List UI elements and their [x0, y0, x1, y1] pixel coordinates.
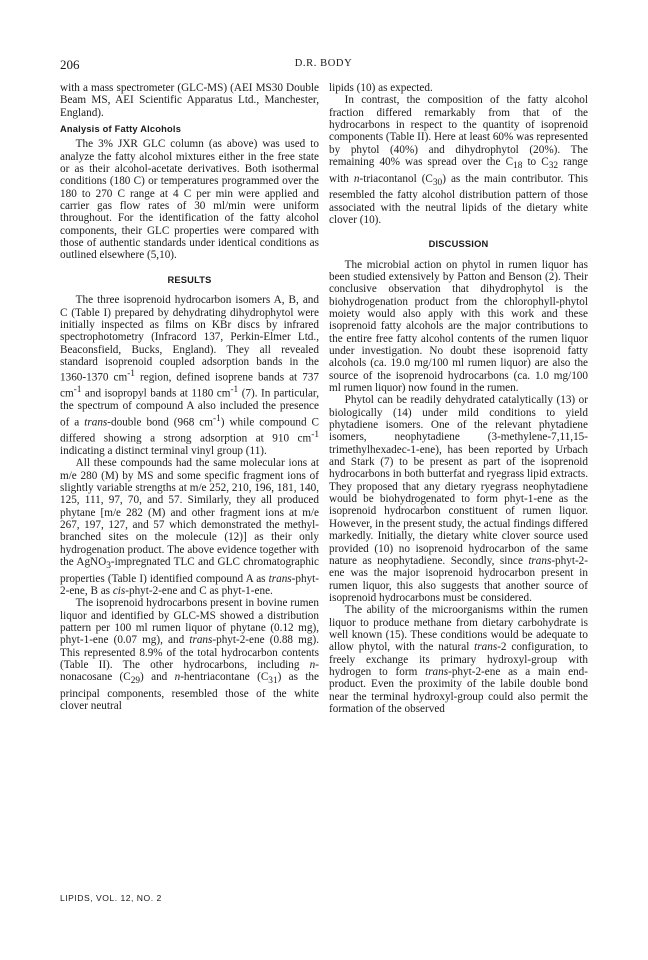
page-header	[60, 57, 587, 73]
paragraph: All these compounds had the same molecular ions at m/e 280 (M) by MS and some specific fragment ions of slightly variable strengths at m/e 252, 210, 196, 181, 140, 125, 111, 97, 70, and 57. Similarly, they all produced phytane [m/e 282 (M) and other fragment ions at m/e 267, 197, 127, and 57 which demonstrated the methyl-branched sites on the molecule (12)] as their only hydrogenation product. The above evidence together with the AgNO$_3$-impregnated TLC and GLC chromatographic properties (Table I) identified compound A as trans-phyt-2-ene, B as cis-phyt-2-ene and C as phyt-1-ene.	[60, 457, 320, 597]
paragraph: with a mass spectrometer (GLC-MS) (AEI MS30 Double Beam MS, AEI Scientific Apparatus Ltd., Manchester, England).	[60, 82, 319, 119]
paragraph: The microbial action on phytol in rumen liquor has been studied extensively by Patton and Benson (2). Their conclusive observation that dihydrophytol is the biohydrogenation product from the chlorophyll-phytol moiety would also apply with this work and these isoprenoid fatty alcohols are the major contributions to the entire free fatty alcohol contents of the rumen liquor under investigation. No doubt these isoprenoid fatty alcohols (ca. 19.0 mg/100 ml rumen liquor) are also the source of the isoprenoid hydrocarbons (ca. 1.0 mg/100 ml rumen liquor) now found in the rumen.	[329, 258, 588, 395]
paragraph: In contrast, the composition of the fatty alcohol fraction differed remarkably from that of the hydrocarbons in respect to the quantity of isoprenoid components (Table II). Here at least 60% was represented by phytol (40%) and dihydrophytol (20%). The remaining 40% was spread over the $C_{18}$ to $C_{32}$ range with n-triacontanol $(C_{30})$ as the main contributor. This resembled the fatty alcohol distribution pattern of those associated with the neutral lipids of the dietary white clover (10).	[329, 94, 588, 226]
running-head: D.R. BODY	[294, 58, 353, 69]
section-heading: RESULTS	[167, 274, 212, 285]
paragraph: Phytol can be readily dehydrated catalytically (13) or biologically (14) under mild conditions to yield phytadiene isomers. One of the relevant phytadiene isomers, neophytadiene (3-methylene-7,11,15-trimethylhexadec-1-ene), has been reported by Urbach and Stark (7) to be present as part of the isoprenoid hydrocarbons in both butterfat and ryegrass lipid extracts. They proposed that any dietary ryegrass neophytadiene would be biohydrogenated to form phyt-1-ene as the isoprenoid hydrocarbon constituent of rumen liquor. However, in the present study, the actual findings differed markedly. Initially, the dietary white clover source used provided (10) no isoprenoid hydrocarbon of the same nature as neophytadiene. Secondly, since trans-phyt-2-ene was the major isoprenoid hydrocarbon present in rumen liquor, this also suggests that another source of isoprenoid hydrocarbons must be considered.	[329, 394, 588, 604]
section-heading: DISCUSSION	[428, 239, 489, 250]
left-column	[60, 82, 319, 713]
paragraph: The three isoprenoid hydrocarbon isomers A, B, and C (Table I) prepared by dehydrating dihydrophytol were initially inspected as films on KBr discs by infrared spectrophotometry (Infracord 137, Perkin-Elmer Ltd., Beaconsfield, Bucks, England). They all revealed standard isoprenoid coupled adsorption bands in the 1360-1370 $cm^{-1}$ region, defined isoprene bands at 737 $cm^{-1}$ and isopropyl bands at 1180 $cm^{-1}$ (7). In particular, the spectrum of compound A also included the presence of a trans-double bond (968 $cm^{-1}$) while compound C differed showing a strong adsorption at 910 $cm^{-1}$ indicating a distinct terminal vinyl group (11).	[60, 294, 319, 457]
section-heading: Analysis of Fatty Alcohols	[60, 124, 182, 135]
paragraph: The isoprenoid hydrocarbons present in bovine rumen liquor and identified by GLC-MS showed a distribution pattern per 100 ml rumen liquor of phytane (0.12 mg), phyt-1-ene (0.07 mg), and trans-phyt-2-ene (0.88 mg). This represented 8.9% of the total hydrocarbon contents (Table II). The other hydrocarbons, including n-nonacosane $(C_{29})$ and n-hentriacontane $(C_{31})$ as the principal components, resembled those of the white clover neutral	[60, 597, 319, 713]
right-column	[329, 82, 588, 715]
paragraph: The 3% JXR GLC column (as above) was used to analyze the fatty alcohol mixtures either in the free state or as their alcohol-acetate derivatives. Both isothermal conditions (180 C) or temperatures programmed over the 180 to 270 C range at 4 C per min were applied and carrier gas flow rates of 30 ml/min were uniform throughout. For the identification of the fatty alcohol components, their GLC properties were compared with those of authentic standards under identical conditions as outlined elsewhere (5,10).	[60, 138, 319, 262]
paragraph: The ability of the microorganisms within the rumen liquor to produce methane from dietary carbohydrate is well known (15). These conditions would be adequate to allow phytol, with the natural trans-2 configuration, to freely exchange its primary hydroxyl-group with hydrogen to form trans-phyt-2-ene as a main end-product. Even the proximity of the labile double bond near the terminal hydroxyl-group could also permit the formation of the observed	[329, 604, 589, 715]
page-number: 206	[60, 57, 80, 72]
paragraph: lipids (10) as expected.	[329, 82, 433, 94]
footer-journal-info: LIPIDS, VOL. 12, NO. 2	[60, 893, 162, 903]
